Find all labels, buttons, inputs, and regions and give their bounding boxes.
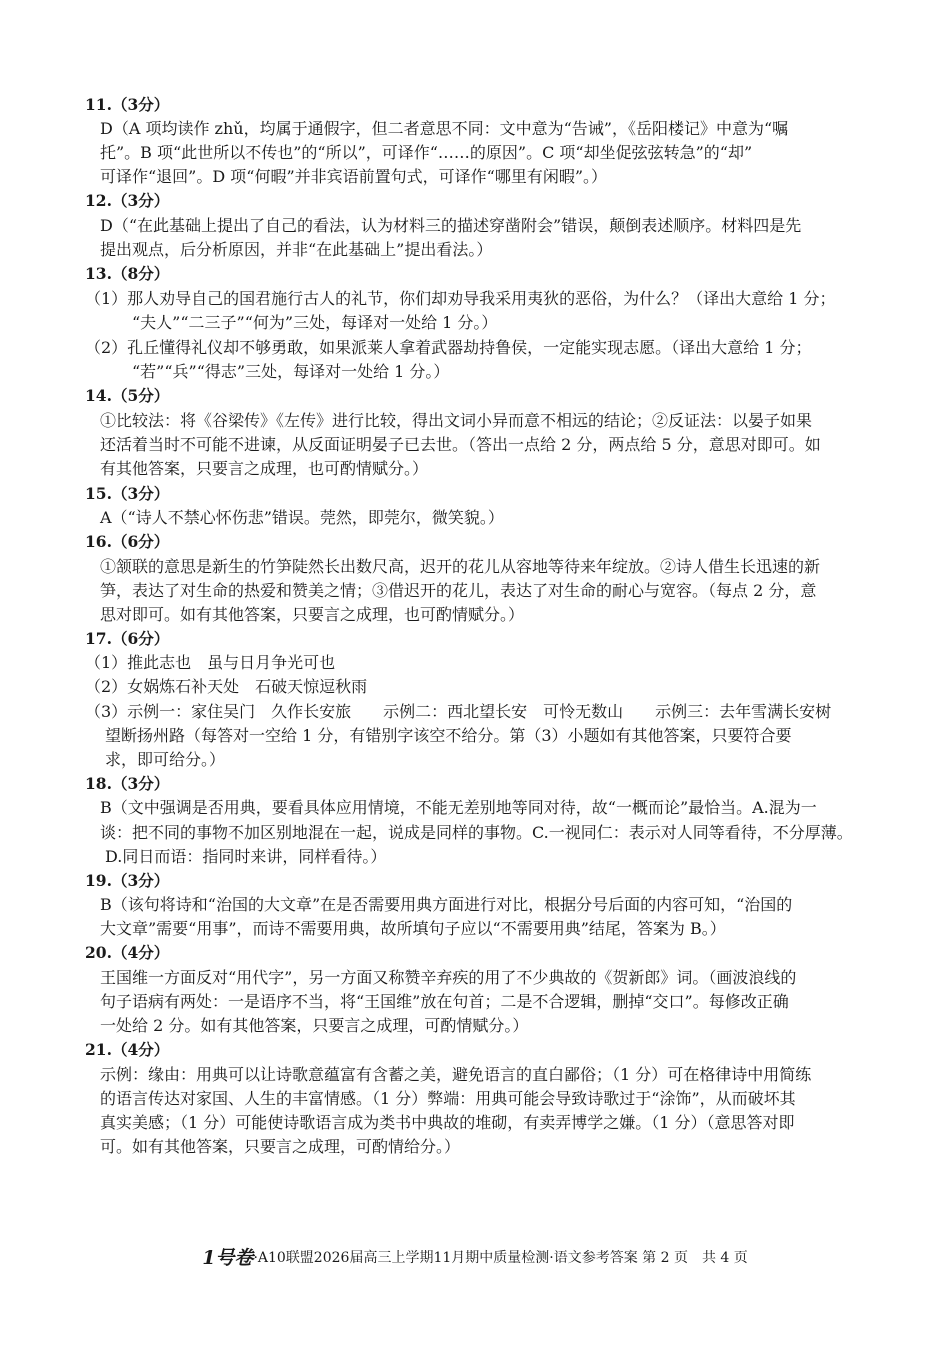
question-15-heading: 15.（3分） [85,484,170,503]
question-12-line: D（“在此基础上提出了自己的看法，认为材料三的描述穿凿附会”错误，颠倒表述顺序。材料四是先 [100,216,802,235]
question-18-line: B（文中强调是否用典，要看具体应用情境，不能无差别地等同对待，故“一概而论”最恰当。A.混为一 [100,798,817,817]
question-16-line: 笋，表达了对生命的热爱和赞美之情；③借迟开的花儿，表达了对生命的耐心与宽容。（每点 2 分，意 [100,581,817,600]
question-21-line: 真实美感；（1 分）可能使诗歌语言成为类书中典故的堆砌，有卖弄博学之嫌。（1 分）（意思答对即 [100,1113,795,1132]
question-20-line: 一处给 2 分。如有其他答案，只要言之成理，可酌情赋分。） [100,1016,529,1035]
question-14-heading: 14.（5分） [85,386,170,405]
question-20-line: 句子语病有两处：一是语序不当，将“王国维”放在句首；二是不合逻辑，删掉“交口”。每修改正确 [100,992,789,1011]
question-21-line: 的语言传达对家国、人生的丰富情感。（1 分）弊端：用典可能会导致诗歌过于“涂饰”，从而破坏其 [100,1089,796,1108]
question-18-heading: 18.（3分） [85,774,170,793]
question-11-line: 托”。B 项“此世所以不传也”的“所以”，可译作“……的原因”。C 项“却坐促弦弦转急”的“却” [100,143,753,162]
question-14-line: 有其他答案，只要言之成理，也可酌情赋分。） [100,459,429,478]
question-11-heading: 11.（3分） [85,95,170,114]
question-15-line: A（“诗人不禁心怀伤悲”错误。莞然，即莞尔，微笑貌。） [100,508,504,527]
question-13-line: （2）孔丘懂得礼仪却不够勇敢，如果派莱人拿着武器劫持鲁侯，一定能实现志愿。（译出大意给 1 分； [85,338,812,357]
publisher-logo: 1号卷 [202,1247,254,1269]
question-13-line: （1）那人劝导自己的国君施行古人的礼节，你们却劝导我采用夷狄的恶俗，为什么？（译出大意给 1 分； [85,289,836,308]
question-17-line: 望断扬州路（每答对一空给 1 分，有错别字该空不给分。第（3）小题如有其他答案，只要符合要 [105,726,792,745]
question-19-line: B（该句将诗和“治国的大文章”在是否需要用典方面进行对比，根据分号后面的内容可知，“治国的 [100,895,793,914]
question-14-line: ①比较法：将《谷梁传》《左传》进行比较，得出文词小异而意不相远的结论；②反证法：以晏子如果 [100,411,813,430]
question-17-line: （3）示例一：家住吴门 久作长安旅 示例二：西北望长安 可怜无数山 示例三：去年雪满长安树 [85,702,832,721]
question-13-line: “若”“兵”“得志”三处，每译对一处给 1 分。） [132,362,450,381]
question-17-line: （1）推此志也 虽与日月争光可也 [85,653,336,672]
question-14-line: 还活着当时不可能不进谏，从反面证明晏子已去世。（答出一点给 2 分，两点给 5 分，意思对即可。如 [100,435,821,454]
question-17-line: 求，即可给分。） [105,750,226,769]
question-20-heading: 20.（4分） [85,943,170,962]
question-11-line: D（A 项均读作 zhǔ，均属于通假字，但二者意思不同：文中意为“告诫”，《岳阳楼记》中意为“嘱 [100,119,789,138]
question-18-line: 谈：把不同的事物不加区别地混在一起，说成是同样的事物。C.一视同仁：表示对人同等看待，不分厚薄。 [100,823,853,842]
question-18-line: D.同日而语：指同时来讲，同样看待。） [105,847,387,866]
footer-text: ·A10联盟2026届高三上学期11月期中质量检测·语文参考答案 第 2 页 共 4 页 [253,1250,748,1266]
question-11-line: 可译作“退回”。D 项“何暇”并非宾语前置句式，可译作“哪里有闲暇”。） [100,167,607,186]
question-19-heading: 19.（3分） [85,871,170,890]
question-17-line: （2）女娲炼石补天处 石破天惊逗秋雨 [85,677,368,696]
question-16-line: 思对即可。如有其他答案，只要言之成理，也可酌情赋分。） [100,605,525,624]
question-21-line: 可。如有其他答案，只要言之成理，可酌情给分。） [100,1137,461,1156]
question-16-heading: 16.（6分） [85,532,170,551]
question-16-line: ①颔联的意思是新生的竹笋陡然长出数尺高，迟开的花儿从容地等待来年绽放。②诗人借生长迅速的新 [100,557,821,576]
question-21-line: 示例：缘由：用典可以让诗歌意蕴富有含蓄之美，避免语言的直白鄙俗；（1 分）可在格律诗中用简练 [100,1065,812,1084]
question-21-heading: 21.（4分） [85,1040,170,1059]
question-20-line: 王国维一方面反对“用代字”，另一方面又称赞辛弃疾的用了不少典故的《贺新郎》词。（画波浪线的 [100,968,797,987]
question-17-heading: 17.（6分） [85,629,170,648]
question-12-line: 提出观点，后分析原因，并非“在此基础上”提出看法。） [100,240,493,259]
question-12-heading: 12.（3分） [85,191,170,210]
question-13-line: “夫人”“二三子”“何为”三处，每译对一处给 1 分。） [132,313,498,332]
page-footer [0,1247,950,1269]
question-13-heading: 13.（8分） [85,264,170,283]
question-19-line: 大文章”需要“用事”，而诗不需要用典，故所填句子应以“不需要用典”结尾，答案为 B。） [100,919,726,938]
